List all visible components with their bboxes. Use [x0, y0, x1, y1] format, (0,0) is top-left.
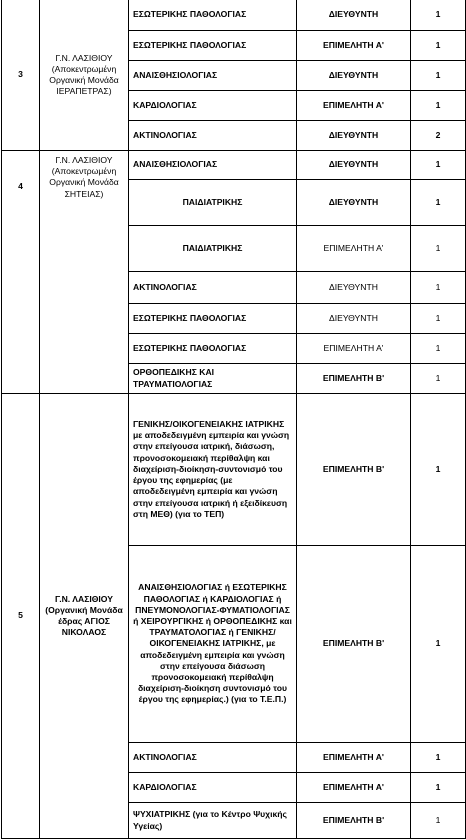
position-cell: ΕΠΙΜΕΛΗΤΗ Β' — [297, 546, 411, 743]
position-cell: ΔΙΕΥΘΥΝΤΗ — [297, 272, 411, 304]
position-cell: ΕΠΙΜΕΛΗΤΗ Α' — [297, 334, 411, 364]
count-cell: 1 — [411, 151, 466, 180]
position-cell: ΔΙΕΥΘΥΝΤΗ — [297, 0, 411, 31]
count-cell: 1 — [411, 91, 466, 121]
count-cell: 1 — [411, 364, 466, 394]
position-cell: ΔΙΕΥΘΥΝΤΗ — [297, 61, 411, 91]
position-cell: ΕΠΙΜΕΛΗΤΗ Β' — [297, 364, 411, 394]
count-cell: 1 — [411, 743, 466, 773]
position-cell: ΕΠΙΜΕΛΗΤΗ Α' — [297, 31, 411, 61]
hospital-name: Γ.Ν. ΛΑΣΙΘΙΟΥ (Αποκεντρωμένη Οργανική Μονάδα ΣΗΤΕΙΑΣ) — [40, 151, 129, 394]
count-cell: 1 — [411, 334, 466, 364]
specialty-cell: ΑΚΤΙΝΟΛΟΓΙΑΣ — [129, 121, 297, 151]
hospital-name: Γ.Ν. ΛΑΣΙΘΙΟΥ (Οργανική Μονάδα έδρας ΑΓΙΟΣ ΝΙΚΟΛΑΟΣ — [40, 394, 129, 839]
specialty-cell: ΕΣΩΤΕΡΙΚΗΣ ΠΑΘΟΛΟΓΙΑΣ — [129, 0, 297, 31]
specialty-cell: ΕΣΩΤΕΡΙΚΗΣ ΠΑΘΟΛΟΓΙΑΣ — [129, 31, 297, 61]
position-cell: ΕΠΙΜΕΛΗΤΗ Α' — [297, 226, 411, 272]
count-cell: 1 — [411, 31, 466, 61]
position-cell: ΕΠΙΜΕΛΗΤΗ Β' — [297, 394, 411, 546]
positions-table — [1, 0, 466, 839]
count-cell: 1 — [411, 226, 466, 272]
table-row — [2, 151, 466, 180]
count-cell: 1 — [411, 546, 466, 743]
row-number: 4 — [2, 151, 40, 394]
specialty-cell: ΑΚΤΙΝΟΛΟΓΙΑΣ — [129, 272, 297, 304]
position-cell: ΔΙΕΥΘΥΝΤΗ — [297, 304, 411, 334]
count-cell: 1 — [411, 180, 466, 226]
count-cell: 1 — [411, 272, 466, 304]
position-cell: ΕΠΙΜΕΛΗΤΗ Α' — [297, 773, 411, 803]
specialty-cell: ΠΑΙΔΙΑΤΡΙΚΗΣ — [129, 180, 297, 226]
specialty-cell: ΑΝΑΙΣΘΗΣΙΟΛΟΓΙΑΣ ή ΕΣΩΤΕΡΙΚΗΣ ΠΑΘΟΛΟΓΙΑΣ ή ΚΑΡΔΙΟΛΟΓΙΑΣ ή ΠΝΕΥΜΟΝΟΛΟΓΙΑΣ-ΦΥΜΑΤΙΟΛΟΓΙΑΣ ή ΧΕΙΡΟΥΡΓΙΚΗΣ ή ΟΡΘΟΠΕΔΙΚΗΣ και ΤΡΑΥΜΑΤΟΛΟΓΙΑΣ ή ΓΕΝΙΚΗΣ/ΟΙΚΟΓΕΝΕΙΑΚΗΣ ΙΑΤΡΙΚΗΣ, με αποδεδειγμένη εμπειρία και γνώση στην επείγουσα διάσωση προνοσοκομειακή περίθαλψη διαχείριση-διοίκηση συντονισμό του έργου της εφημερίας.) (για το Τ.Ε.Π.) — [129, 546, 297, 743]
specialty-cell: ΚΑΡΔΙΟΛΟΓΙΑΣ — [129, 773, 297, 803]
specialty-cell: ΚΑΡΔΙΟΛΟΓΙΑΣ — [129, 91, 297, 121]
count-cell: 1 — [411, 304, 466, 334]
position-cell: ΔΙΕΥΘΥΝΤΗ — [297, 121, 411, 151]
row-number: 5 — [2, 394, 40, 839]
position-cell: ΔΙΕΥΘΥΝΤΗ — [297, 180, 411, 226]
specialty-cell: ΕΣΩΤΕΡΙΚΗΣ ΠΑΘΟΛΟΓΙΑΣ — [129, 334, 297, 364]
specialty-cell: ΠΑΙΔΙΑΤΡΙΚΗΣ — [129, 226, 297, 272]
count-cell: 1 — [411, 61, 466, 91]
hospital-name: Γ.Ν. ΛΑΣΙΘΙΟΥ (Αποκεντρωμένη Οργανική Μονάδα ΙΕΡΑΠΕΤΡΑΣ) — [40, 0, 129, 151]
specialty-cell: ΑΝΑΙΣΘΗΣΙΟΛΟΓΙΑΣ — [129, 151, 297, 180]
position-cell: ΕΠΙΜΕΛΗΤΗ Β' — [297, 803, 411, 839]
specialty-cell: ΨΥΧΙΑΤΡΙΚΗΣ (για το Κέντρο Ψυχικής Υγείας) — [129, 803, 297, 839]
position-cell: ΕΠΙΜΕΛΗΤΗ Α' — [297, 91, 411, 121]
count-cell: 1 — [411, 803, 466, 839]
specialty-cell: ΕΣΩΤΕΡΙΚΗΣ ΠΑΘΟΛΟΓΙΑΣ — [129, 304, 297, 334]
count-cell: 1 — [411, 0, 466, 31]
specialty-cell: ΓΕΝΙΚΗΣ/ΟΙΚΟΓΕΝΕΙΑΚΗΣ ΙΑΤΡΙΚΗΣ με αποδεδειγμένη εμπειρία και γνώση στην επείγουσα ιατρική, διάσωση, προνοσοκομειακή περίθαλψη και διαχείριση-διοίκηση-συντονισμό του έργου της εφημερίας (με αποδεδειγμένη εμπειρία και γνώση στην επείγουσα ιατρική ή εξειδίκευση στη ΜΕΘ) (για το ΤΕΠ) — [129, 394, 297, 546]
position-cell: ΔΙΕΥΘΥΝΤΗ — [297, 151, 411, 180]
table-row — [2, 394, 466, 546]
count-cell: 1 — [411, 394, 466, 546]
specialty-cell: ΟΡΘΟΠΕΔΙΚΗΣ ΚΑΙ ΤΡΑΥΜΑΤΙΟΛΟΓΙΑΣ — [129, 364, 297, 394]
row-number: 3 — [2, 0, 40, 151]
specialty-cell: ΑΝΑΙΣΘΗΣΙΟΛΟΓΙΑΣ — [129, 61, 297, 91]
specialty-cell: ΑΚΤΙΝΟΛΟΓΙΑΣ — [129, 743, 297, 773]
count-cell: 1 — [411, 773, 466, 803]
table-row — [2, 0, 466, 31]
count-cell: 2 — [411, 121, 466, 151]
position-cell: ΕΠΙΜΕΛΗΤΗ Α' — [297, 743, 411, 773]
